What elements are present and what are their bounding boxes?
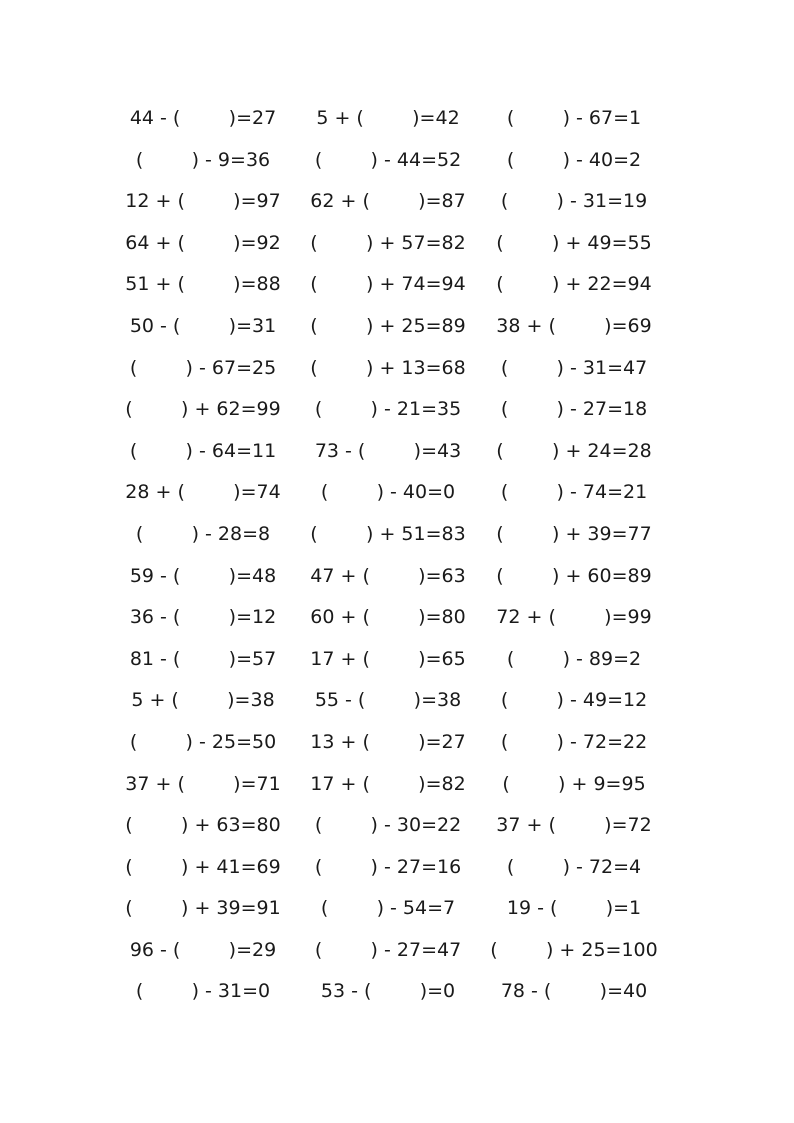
equation: ( ) - 28=8 (135, 522, 271, 545)
equation: 44 - ( )=27 (129, 107, 277, 129)
equation: 72 + ( )=99 (496, 606, 652, 629)
equation-row (0, 847, 794, 889)
equation: ( ) + 9=95 (502, 772, 646, 795)
equation: ( ) + 74=94 (310, 273, 466, 296)
equation: 5 + ( )=38 (131, 689, 275, 712)
equation: ( ) - 40=2 (506, 148, 642, 171)
equation: ( ) + 39=77 (496, 522, 652, 545)
equation: ( ) - 31=19 (500, 190, 648, 213)
equation: ( ) - 27=18 (500, 398, 648, 421)
equation: 64 + ( )=92 (125, 231, 281, 254)
equation: ( ) - 44=52 (314, 148, 462, 171)
equation: 81 - ( )=57 (129, 647, 277, 670)
equation: ( ) - 89=2 (506, 647, 642, 670)
equation-row (0, 930, 794, 972)
equation: ( ) - 40=0 (320, 481, 456, 504)
equation: ( ) + 25=100 (490, 938, 658, 961)
equation: ( ) - 74=21 (500, 481, 648, 504)
equation: 5 + ( )=42 (316, 107, 460, 129)
equation: 17 + ( )=65 (310, 647, 466, 670)
equation: 38 + ( )=69 (496, 314, 652, 337)
equation: 28 + ( )=74 (125, 481, 281, 504)
equation: ( ) + 57=82 (310, 231, 466, 254)
equation-row (0, 472, 794, 514)
equation-row (0, 223, 794, 265)
equation: ( ) - 30=22 (314, 814, 462, 837)
equation-row (0, 639, 794, 681)
equation: ( ) - 27=47 (314, 938, 462, 961)
equation: 13 + ( )=27 (310, 730, 466, 753)
equation: 59 - ( )=48 (129, 564, 277, 587)
equation: 37 + ( )=72 (496, 814, 652, 837)
equation: ( ) + 51=83 (310, 522, 466, 545)
equation: ( ) - 49=12 (500, 689, 648, 712)
equation: ( ) - 31=47 (500, 356, 648, 379)
equation: ( ) - 31=0 (135, 980, 271, 1003)
equation: ( ) - 64=11 (129, 439, 277, 462)
equation: 51 + ( )=88 (125, 273, 281, 296)
equation: 55 - ( )=38 (314, 689, 462, 712)
equation: ( ) - 54=7 (320, 897, 456, 920)
equation: 37 + ( )=71 (125, 772, 281, 795)
equation: 60 + ( )=80 (310, 606, 466, 629)
equation: ( ) - 67=25 (129, 356, 277, 379)
equation-row (0, 514, 794, 556)
equation-row (0, 805, 794, 847)
equation: ( ) + 25=89 (310, 314, 466, 337)
equation: ( ) + 22=94 (496, 273, 652, 296)
equation: ( ) + 24=28 (496, 439, 652, 462)
equation-row (0, 597, 794, 639)
equation: ( ) - 27=16 (314, 855, 462, 878)
equation: 73 - ( )=43 (314, 439, 462, 462)
equation: ( ) - 9=36 (135, 148, 271, 171)
equation: ( ) - 25=50 (129, 730, 277, 753)
equation: 36 - ( )=12 (129, 606, 277, 629)
equation: ( ) + 41=69 (125, 855, 281, 878)
equation: ( ) - 21=35 (314, 398, 462, 421)
equation-row (0, 140, 794, 182)
equation-row (0, 431, 794, 473)
equation-row (0, 306, 794, 348)
equation: ( ) - 72=4 (506, 855, 642, 878)
equation-row (0, 556, 794, 598)
equation-row (0, 348, 794, 390)
equation-row (0, 181, 794, 223)
equation-row (0, 389, 794, 431)
equation: ( ) + 13=68 (310, 356, 466, 379)
equation-row (0, 98, 794, 140)
equation-row (0, 722, 794, 764)
equation: ( ) + 63=80 (125, 814, 281, 837)
equation: 19 - ( )=1 (506, 897, 642, 920)
equation: ( ) + 62=99 (125, 398, 281, 421)
equation: 78 - ( )=40 (500, 980, 648, 1003)
equation: 17 + ( )=82 (310, 772, 466, 795)
math-worksheet (0, 98, 794, 1013)
equation: ( ) - 67=1 (506, 107, 642, 129)
equation-row (0, 264, 794, 306)
equation-row (0, 680, 794, 722)
equation-row (0, 764, 794, 806)
equation: ( ) - 72=22 (500, 730, 648, 753)
equation: 50 - ( )=31 (129, 314, 277, 337)
equation: 47 + ( )=63 (310, 564, 466, 587)
equation: 62 + ( )=87 (310, 190, 466, 213)
equation: ( ) + 60=89 (496, 564, 652, 587)
equation: ( ) + 39=91 (125, 897, 281, 920)
equation-row (0, 888, 794, 930)
equation: 12 + ( )=97 (125, 190, 281, 213)
equation: 53 - ( )=0 (320, 980, 456, 1003)
equation-row (0, 971, 794, 1013)
equation: 96 - ( )=29 (129, 938, 277, 961)
equation: ( ) + 49=55 (496, 231, 652, 254)
